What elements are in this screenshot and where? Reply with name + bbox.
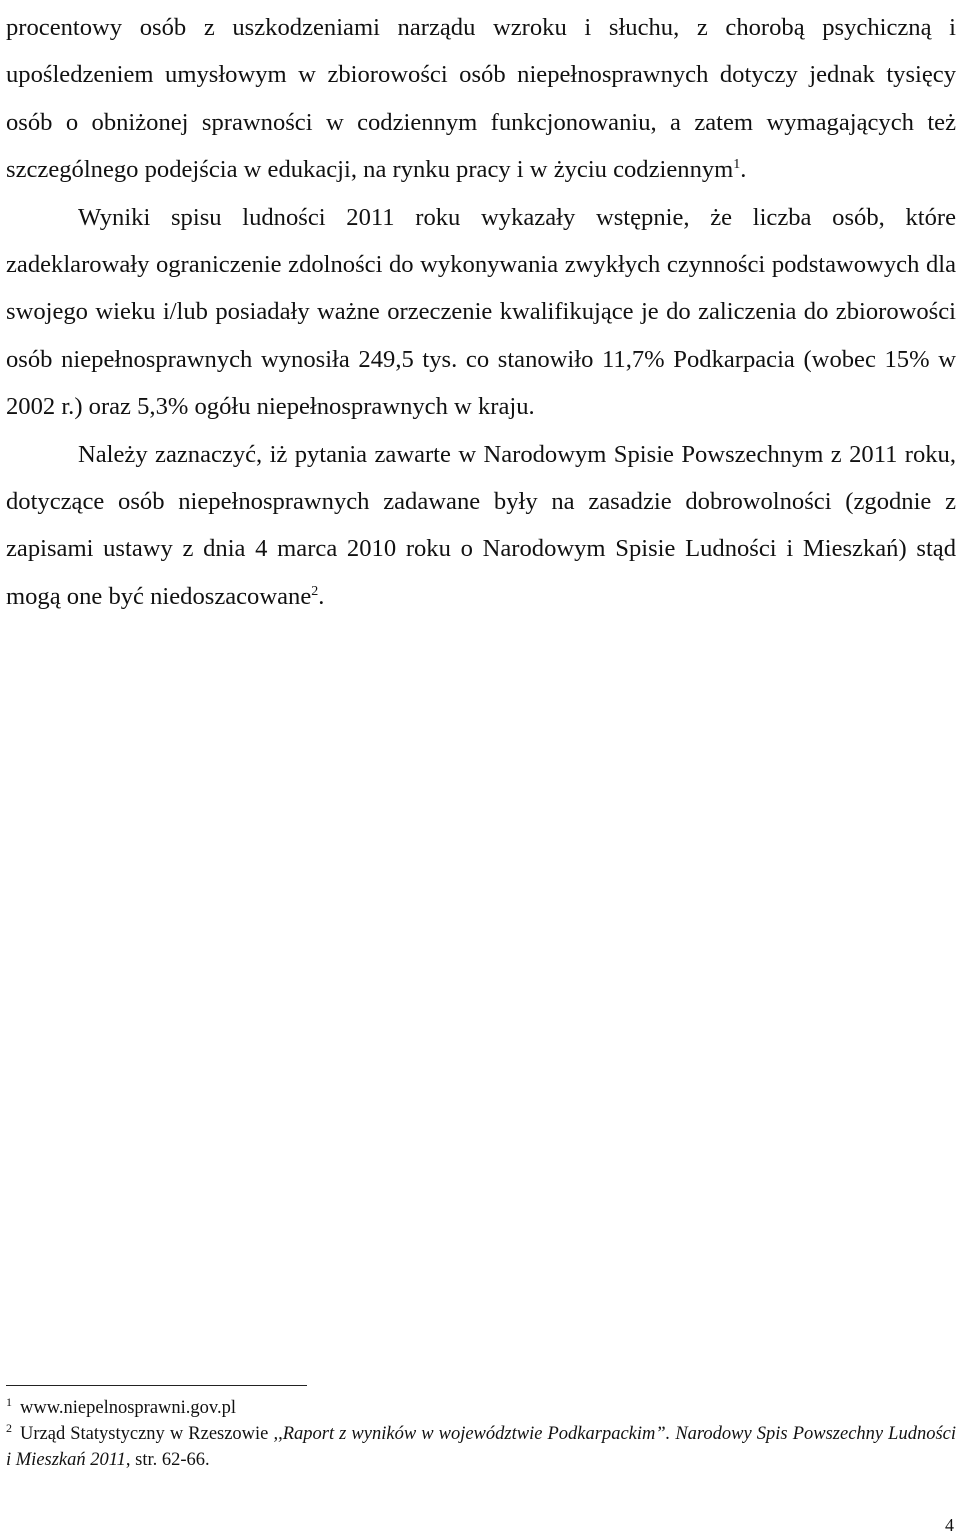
body-text bbox=[6, 4, 956, 620]
footnote-2 bbox=[6, 1421, 956, 1473]
footnote-ref-2: 2 bbox=[311, 583, 319, 599]
footnote-1 bbox=[6, 1395, 956, 1421]
paragraph-3-trailing: . bbox=[318, 582, 325, 610]
paragraph-1 bbox=[6, 4, 956, 194]
paragraph-2 bbox=[6, 194, 956, 431]
paragraph-2-text: Wyniki spisu ludności 2011 roku wykazały wstępnie, że liczba osób, które zadeklarowały ograniczenie zdolności do wykonywania zwykłych czynności podstawowych dla swojego wieku i/lub posiadały ważne orzeczenie kwalifikujące je do zaliczenia do zbiorowości osób niepełnosprawnych wynosiła 249,5 tys. co stanowiło 11,7% Podkarpacia (wobec 15% w 2002 r.) oraz 5,3% ogółu niepełnosprawnych w kraju. bbox=[6, 203, 956, 421]
footnote-ref-1: 1 bbox=[733, 157, 741, 173]
paragraph-3 bbox=[6, 431, 956, 621]
footnote-1-text: www.niepelnosprawni.gov.pl bbox=[20, 1398, 236, 1418]
paragraph-3-text: Należy zaznaczyć, iż pytania zawarte w Narodowym Spisie Powszechnym z 2011 roku, dotyczące osób niepełnosprawnych zadawane były na zasadzie dobrowolności (zgodnie z zapisami ustawy z dnia 4 marca 2010 roku o Narodowym Spisie Ludności i Mieszkań) stąd mogą one być niedoszacowane bbox=[6, 440, 956, 610]
footnote-divider bbox=[6, 1385, 307, 1386]
footnote-2-prefix: Urząd Statystyczny w Rzeszowie bbox=[20, 1424, 274, 1444]
footnote-2-suffix: , str. 62-66. bbox=[125, 1450, 210, 1470]
paragraph-1-text: procentowy osób z uszkodzeniami narządu wzroku i słuchu, z chorobą psychiczną i upośledzeniem umysłowym w zbiorowości osób niepełnosprawnych dotyczy jednak tysięcy osób o obniżonej sprawności w codziennym funkcjonowaniu, a zatem wymagających też szczególnego podejścia w edukacji, na rynku pracy i w życiu codziennym bbox=[6, 14, 956, 184]
paragraph-1-trailing: . bbox=[740, 156, 747, 184]
footnote-2-italic-title: ,,Raport z wyników w województwie Podkarpackim”. Narodowy Spis Powszechny Ludności i Mieszkań 2011 bbox=[6, 1424, 957, 1470]
page-number: 4 bbox=[945, 1515, 954, 1535]
footnote-2-mark: 2 bbox=[6, 1420, 12, 1435]
footnotes bbox=[6, 1395, 956, 1473]
footnote-1-mark: 1 bbox=[6, 1394, 12, 1409]
